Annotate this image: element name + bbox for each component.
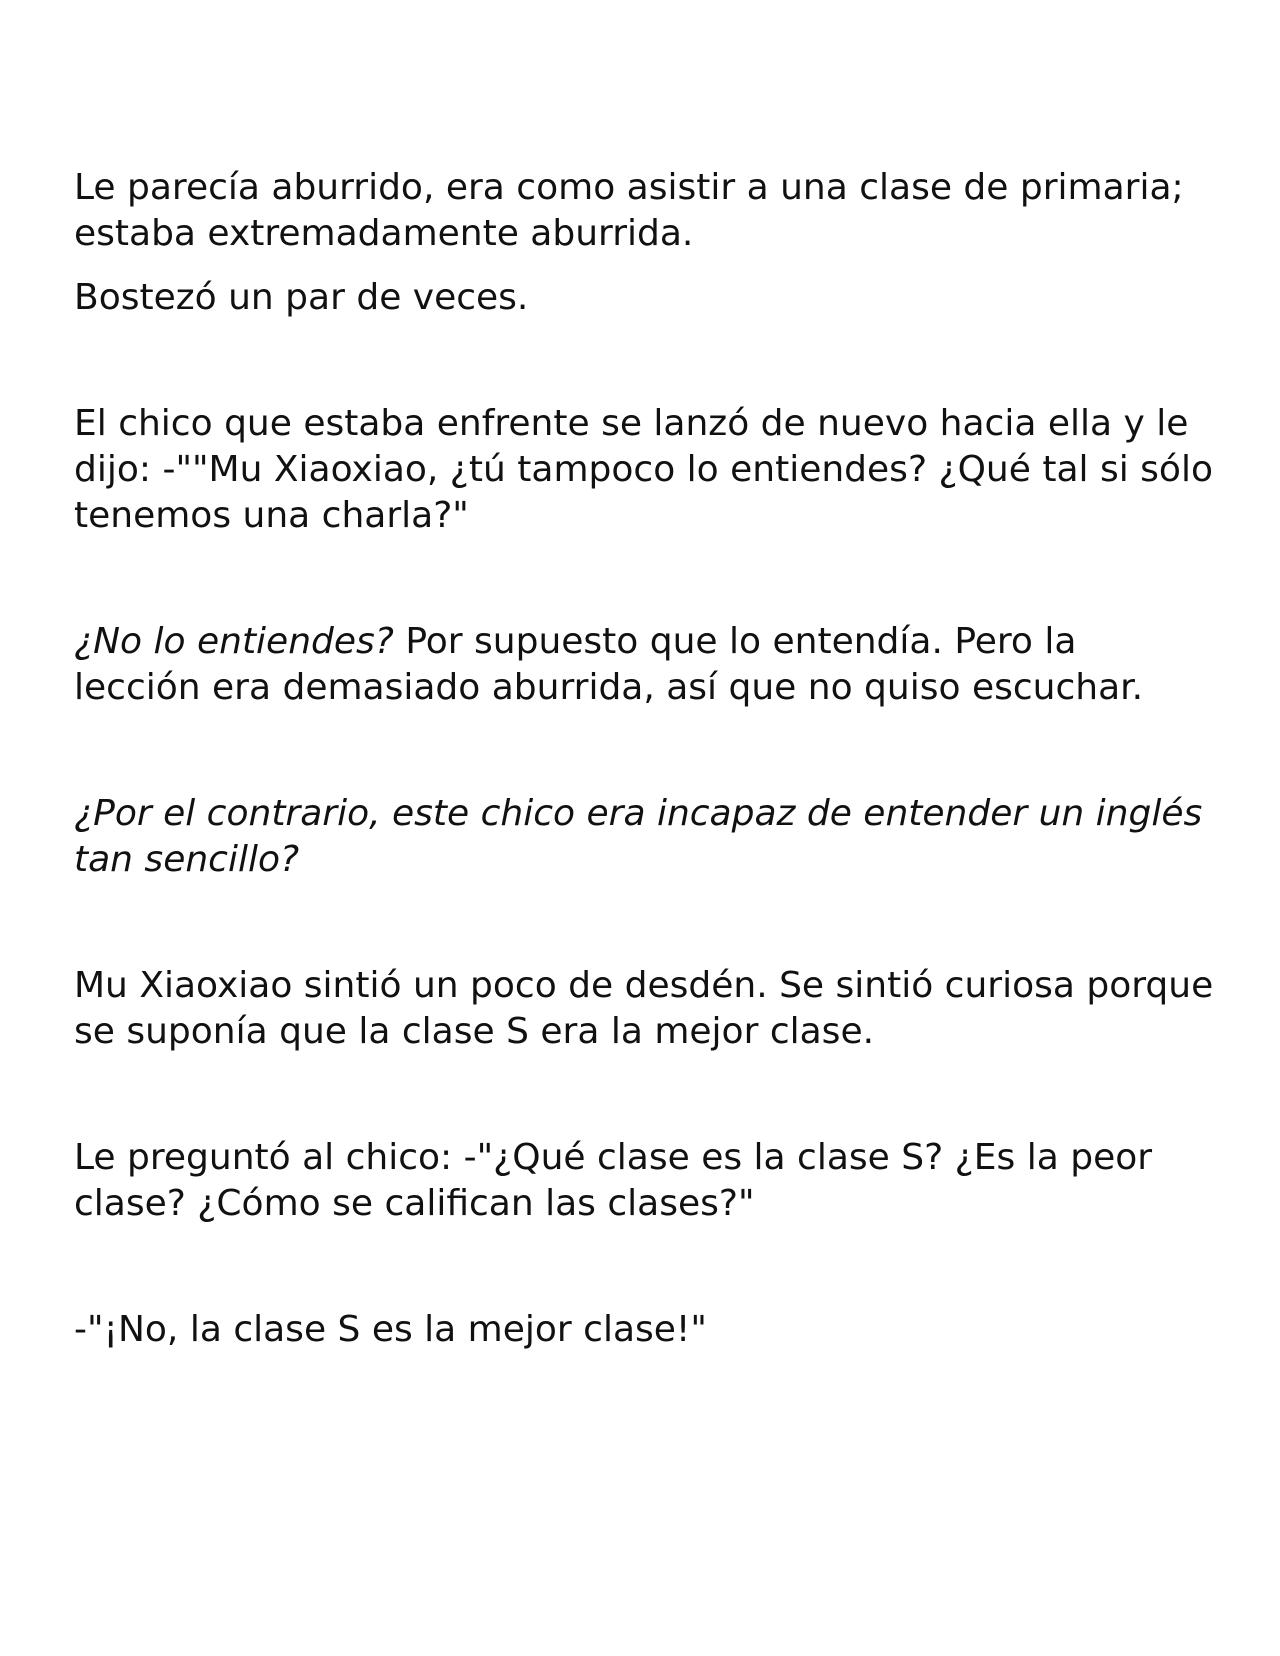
paragraph-1: Le parecía aburrido, era como asistir a una clase de primaria; estaba extremadamente aburrida. bbox=[74, 167, 1184, 254]
document-body bbox=[74, 165, 1214, 1353]
paragraph-4-text: Por supuesto que lo entendía. Pero la lección era demasiado aburrida, así que no quiso escuchar. bbox=[74, 621, 1144, 708]
paragraph-7: Le preguntó al chico: -"¿Qué clase es la clase S? ¿Es la peor clase? ¿Cómo se califican las clases?" bbox=[74, 1137, 1153, 1224]
paragraph-4 bbox=[74, 619, 1214, 711]
paragraph-3: El chico que estaba enfrente se lanzó de nuevo hacia ella y le dijo: -""Mu Xiaoxiao, ¿tú tampoco lo entiendes? ¿Qué tal si sólo tenemos una charla?" bbox=[74, 403, 1213, 536]
paragraph-6: Mu Xiaoxiao sintió un poco de desdén. Se sintió curiosa porque se suponía que la clase S era la mejor clase. bbox=[74, 965, 1214, 1052]
paragraph-5: ¿Por el contrario, este chico era incapaz de entender un inglés tan sencillo? bbox=[74, 793, 1203, 880]
paragraph-4-italic-question: ¿No lo entiendes? bbox=[74, 621, 394, 662]
paragraph-8: -"¡No, la clase S es la mejor clase!" bbox=[74, 1309, 707, 1350]
paragraph-2: Bostezó un par de veces. bbox=[74, 277, 529, 318]
